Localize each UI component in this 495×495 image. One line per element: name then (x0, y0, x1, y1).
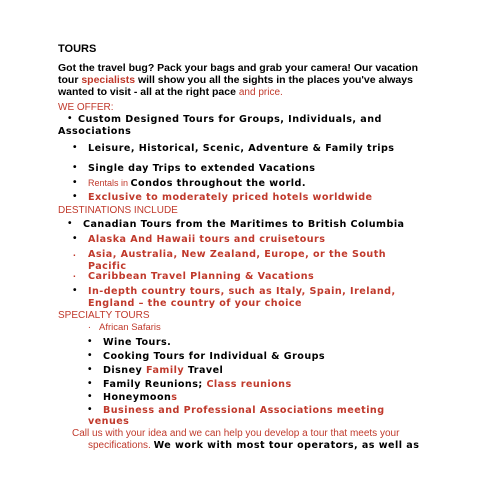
intro-line-1: Got the travel bug? Pack your bags and grab your camera! Our vacation (58, 62, 419, 74)
specialty-item-4-text: Disney (103, 365, 147, 376)
bullet-icon: • (73, 191, 77, 202)
offer-item-3: Single day Trips to extended Vacations (88, 163, 316, 174)
bullet-icon: • (73, 177, 77, 188)
specialty-item-4-text: Travel (184, 365, 224, 376)
intro-line-2 (58, 74, 413, 86)
bullet-icon: • (73, 142, 77, 153)
bullet-icon: • (88, 378, 92, 389)
intro-text: tour (58, 74, 82, 86)
intro-line-3 (58, 86, 283, 98)
bullet-icon: • (88, 350, 92, 361)
section-heading-specialty: SPECIALTY TOURS (58, 310, 150, 321)
offer-item-2: Leisure, Historical, Scenic, Adventure & Family trips (88, 143, 395, 154)
specialty-item-5 (103, 379, 292, 390)
bullet-icon: • (73, 285, 77, 296)
footer-text-bold: We work with most tour operators, as well as (153, 440, 420, 451)
bullet-icon: • (68, 218, 72, 229)
footer-line-1: Call us with your idea and we can help you develop a tour that meets your (72, 428, 400, 439)
offer-item-1: Custom Designed Tours for Groups, Individuals, and (78, 114, 382, 125)
page-title: TOURS (58, 43, 97, 55)
intro-text: will show you all the sights in the places you've always (135, 74, 413, 86)
dest-item-5-cont: England – the country of your choice (88, 298, 302, 309)
bullet-icon: • (73, 233, 77, 244)
specialty-item-7: Business and Professional Associations meeting (103, 405, 385, 416)
bullet-icon: • (88, 391, 92, 402)
specialty-item-4 (103, 365, 223, 376)
bullet-icon: • (73, 162, 77, 173)
specialty-item-5-text: Family Reunions; (103, 379, 207, 390)
dest-item-3: Asia, Australia, New Zealand, Europe, or the South (88, 249, 387, 260)
offer-item-4-prefix: Rentals in (88, 178, 131, 188)
offer-item-5: Exclusive to moderately priced hotels worldwide (88, 192, 373, 203)
bullet-icon: . (73, 269, 76, 280)
dest-item-2: Alaska And Hawaii tours and cruisetours (88, 234, 326, 245)
offer-item-1-cont: Associations (58, 126, 132, 137)
bullet-icon: . (73, 248, 76, 259)
footer-text: specifications. (88, 440, 154, 451)
footer-line-2 (88, 440, 419, 451)
specialty-item-6 (103, 392, 177, 403)
specialty-item-1: African Safaris (99, 322, 161, 333)
intro-text: wanted to visit - all at the right pace (58, 86, 239, 98)
specialty-item-4-highlight: Family (146, 365, 185, 376)
bullet-icon: • (88, 336, 92, 347)
offer-item-4 (88, 178, 306, 189)
dest-item-1: Canadian Tours from the Maritimes to British Columbia (83, 219, 405, 230)
specialty-item-2: Wine Tours. (103, 337, 172, 348)
bullet-icon: . (88, 320, 91, 331)
bullet-icon: • (68, 113, 72, 124)
dest-item-3-cont: Pacific (88, 261, 127, 272)
bullet-icon: • (88, 364, 92, 375)
offer-item-4-text: Condos throughout the world. (130, 178, 306, 189)
specialty-item-6-highlight: s (171, 392, 178, 403)
section-heading-destinations: DESTINATIONS INCLUDE (58, 205, 178, 216)
dest-item-4: Caribbean Travel Planning & Vacations (88, 271, 315, 282)
bullet-icon: • (88, 404, 92, 415)
intro-highlight: and price. (238, 87, 283, 98)
specialty-item-6-text: Honeymoon (103, 392, 172, 403)
specialty-item-7-cont: venues (88, 416, 130, 427)
section-heading-offer: WE OFFER: (58, 102, 114, 113)
intro-highlight: specialists (81, 74, 136, 86)
specialty-item-5-highlight: Class reunions (206, 379, 292, 390)
dest-item-5: In-depth country tours, such as Italy, Spain, Ireland, (88, 286, 396, 297)
specialty-item-3: Cooking Tours for Individual & Groups (103, 351, 326, 362)
